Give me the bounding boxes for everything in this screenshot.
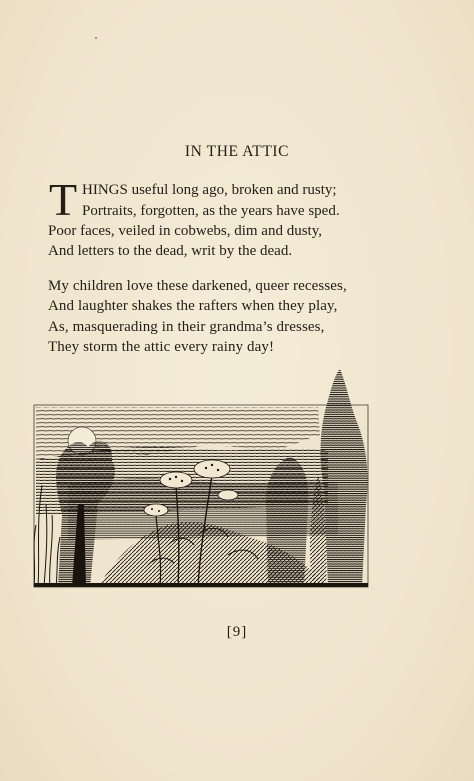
poem-line: As, masquerading in their grandma’s dresses,: [48, 318, 325, 335]
paper-speck: [95, 37, 97, 39]
page-number: [9]: [226, 624, 248, 640]
poem-line: My children love these darkened, queer recesses,: [48, 278, 347, 294]
woodcut-illustration: [28, 365, 373, 595]
poem-line: And laughter shakes the rafters when they play,: [48, 298, 338, 315]
drop-cap: T: [48, 174, 78, 225]
poem-line: Poor faces, veiled in cobwebs, dim and dusty,: [48, 222, 322, 239]
poem-line: And letters to the dead, writ by the dead.: [48, 243, 293, 260]
poem-line: Portraits, forgotten, as the years have sped.: [82, 202, 340, 219]
right-tall-tree: [321, 369, 368, 587]
poem-title: IN THE ATTIC: [184, 143, 290, 160]
stanza: [48, 276, 408, 357]
poem-line: They storm the attic every rainy day!: [48, 338, 275, 355]
poem-line: HINGS useful long ago, broken and rusty;: [82, 182, 337, 198]
ground-line: [34, 583, 368, 587]
